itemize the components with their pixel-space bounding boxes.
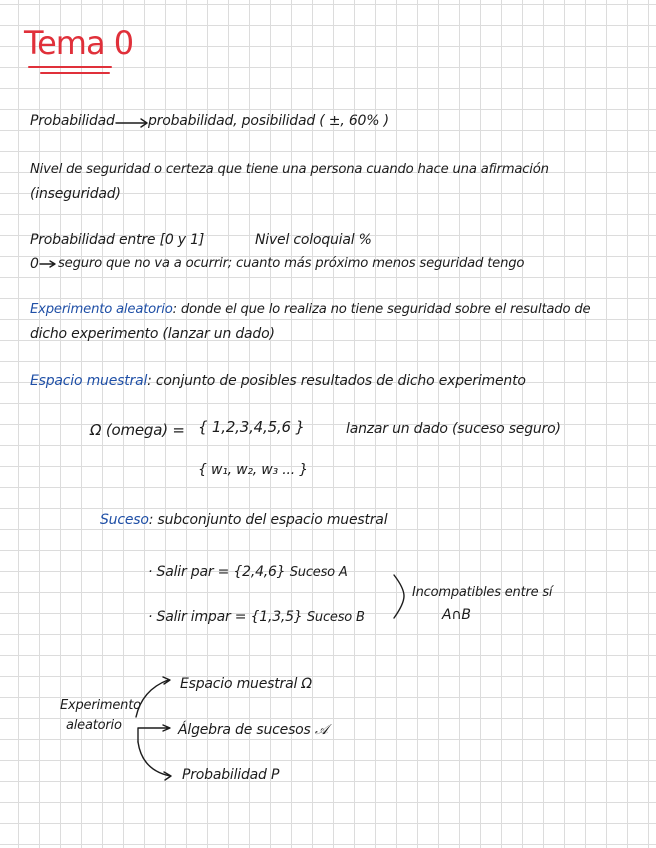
diagram-line-bottom bbox=[138, 742, 171, 780]
diagram-branch-probabilidad: Probabilidad P bbox=[182, 767, 280, 783]
incompatibles-text: Incompatibles entre sí bbox=[412, 585, 553, 600]
diagram-root-line2: aleatorio bbox=[66, 718, 122, 733]
suceso-b: Suceso B bbox=[306, 610, 365, 625]
omega-set-values: 1,2,3,4,5,6 bbox=[211, 418, 291, 436]
diagram-line-mid bbox=[138, 725, 170, 742]
salir-impar-label: Salir impar = bbox=[156, 609, 247, 625]
suceso-term: Suceso bbox=[100, 512, 149, 528]
omega-label: Ω (omega) = bbox=[90, 421, 185, 439]
omega-note: lanzar un dado (suceso seguro) bbox=[346, 421, 561, 437]
page-title: Tema 0 bbox=[24, 24, 134, 62]
experimento-def: : donde el que lo realiza no tiene seguridad sobre el resultado de bbox=[172, 302, 591, 317]
probabilidad-range: Probabilidad entre [0 y 1] bbox=[30, 232, 205, 248]
experimento-cont: dicho experimento (lanzar un dado) bbox=[30, 326, 275, 342]
salir-impar-set: 1,3,5 bbox=[259, 609, 294, 625]
diagram-line-root bbox=[136, 677, 170, 717]
espacio-def: : conjunto de posibles resultados de dicho experimento bbox=[147, 373, 526, 389]
omega-set-w: { w₁, w₂, w₃ ... } bbox=[198, 462, 308, 478]
diagram-branch-algebra: Álgebra de sucesos 𝒜 bbox=[178, 722, 328, 738]
zero-meaning: seguro que no va a ocurrir; cuanto más próximo menos seguridad tengo bbox=[58, 256, 525, 271]
definition-line: Nivel de seguridad o certeza que tiene una persona cuando hace una afirmación bbox=[30, 162, 549, 177]
experimento-term: Experimento aleatorio bbox=[30, 302, 173, 317]
zero-prefix: 0 bbox=[30, 256, 39, 272]
definition-line-cont: (inseguridad) bbox=[30, 186, 121, 202]
diagram-root-line1: Experimento bbox=[60, 698, 141, 713]
brace-incompatibles bbox=[394, 575, 404, 618]
intersection-formula: A∩B bbox=[442, 607, 471, 623]
espacio-term: Espacio muestral bbox=[30, 373, 148, 389]
diagram-branch-espacio: Espacio muestral Ω bbox=[180, 676, 312, 692]
omega-set-w-values: w₁, w₂, w₃ ... bbox=[210, 462, 295, 478]
salir-impar: · Salir impar = {1,3,5} Suceso B bbox=[148, 609, 365, 625]
arrow-probabilidad bbox=[116, 119, 147, 127]
salir-par: · Salir par = {2,4,6} Suceso A bbox=[148, 564, 348, 580]
omega-set: { 1,2,3,4,5,6 } bbox=[198, 418, 305, 436]
suceso-def: : subconjunto del espacio muestral bbox=[148, 512, 388, 528]
nivel-coloquial: Nivel coloquial % bbox=[255, 232, 372, 248]
salir-par-set: 2,4,6 bbox=[242, 564, 277, 580]
suceso-a: Suceso A bbox=[289, 565, 348, 580]
probabilidad-term: Probabilidad bbox=[30, 113, 115, 129]
salir-par-label: Salir par = bbox=[156, 564, 230, 580]
arrow-zero bbox=[40, 261, 55, 267]
probabilidad-synonyms: probabilidad, posibilidad ( ±, 60% ) bbox=[148, 113, 389, 129]
